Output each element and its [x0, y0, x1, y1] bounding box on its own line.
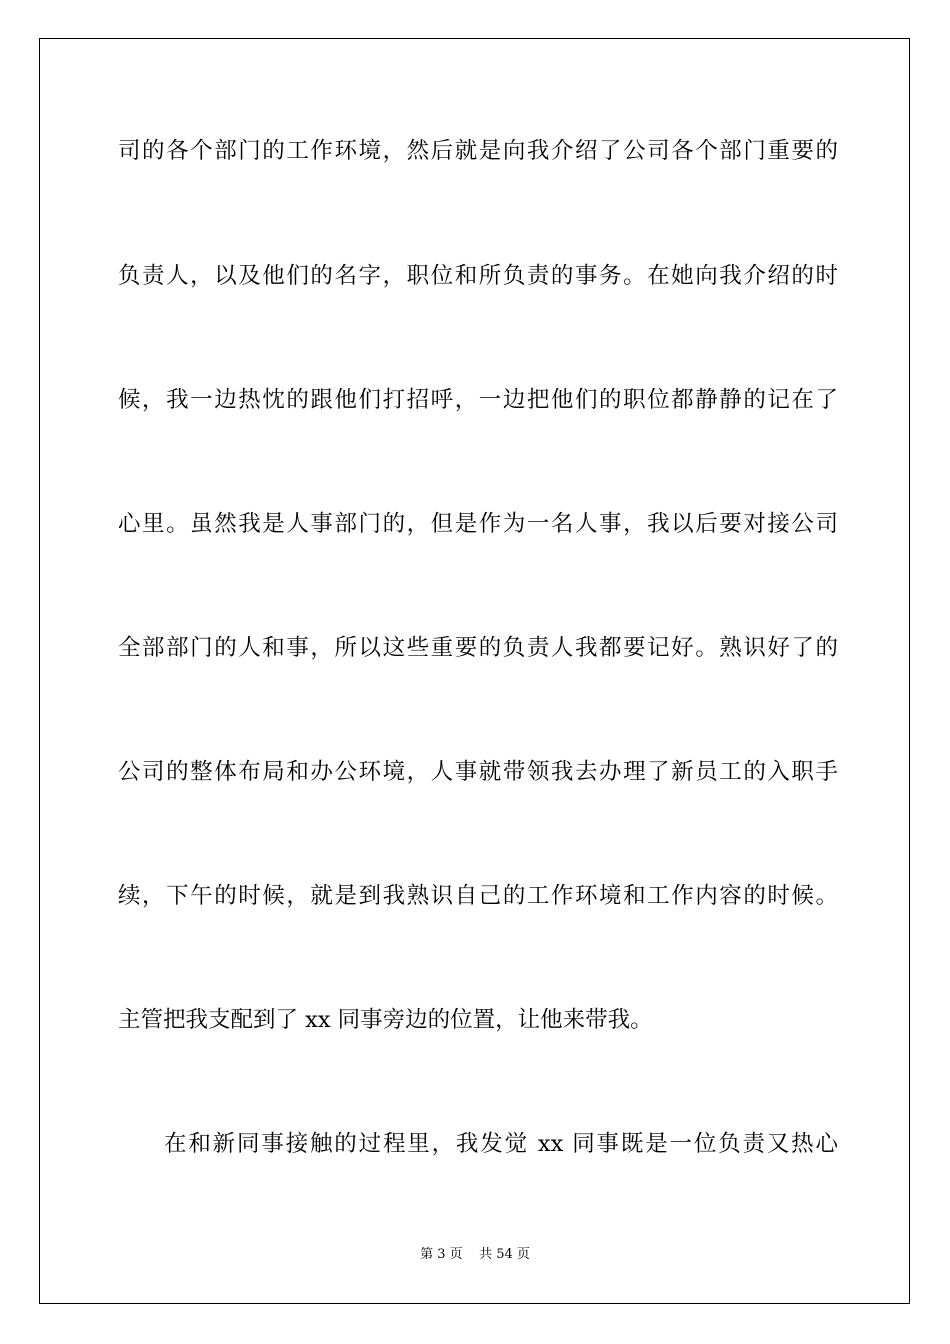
body-line-6: 公司的整体布局和办公环境，人事就带领我去办理了新员工的入职手 [118, 759, 838, 785]
body-line-4: 心里。虽然我是人事部门的，但是作为一名人事，我以后要对接公司 [118, 511, 838, 537]
body-line-5: 全部部门的人和事，所以这些重要的负责人我都要记好。熟识好了的 [118, 635, 838, 661]
body-line-8: 主管把我支配到了 xx 同事旁边的位置，让他来带我。 [118, 1007, 653, 1033]
page-border [39, 38, 910, 1304]
body-line-1: 司的各个部门的工作环境，然后就是向我介绍了公司各个部门重要的 [118, 138, 838, 164]
body-line-7: 续，下午的时候，就是到我熟识自己的工作环境和工作内容的时候。 [118, 883, 838, 909]
body-line-9: 在和新同事接触的过程里，我发觉 xx 同事既是一位负责又热心 [164, 1131, 838, 1157]
body-line-2: 负责人，以及他们的名字，职位和所负责的事务。在她向我介绍的时 [118, 263, 838, 289]
body-line-3: 候，我一边热忱的跟他们打招呼，一边把他们的职位都静静的记在了 [118, 387, 838, 413]
page-number-footer: 第 3 页 共 54 页 [420, 1247, 530, 1262]
